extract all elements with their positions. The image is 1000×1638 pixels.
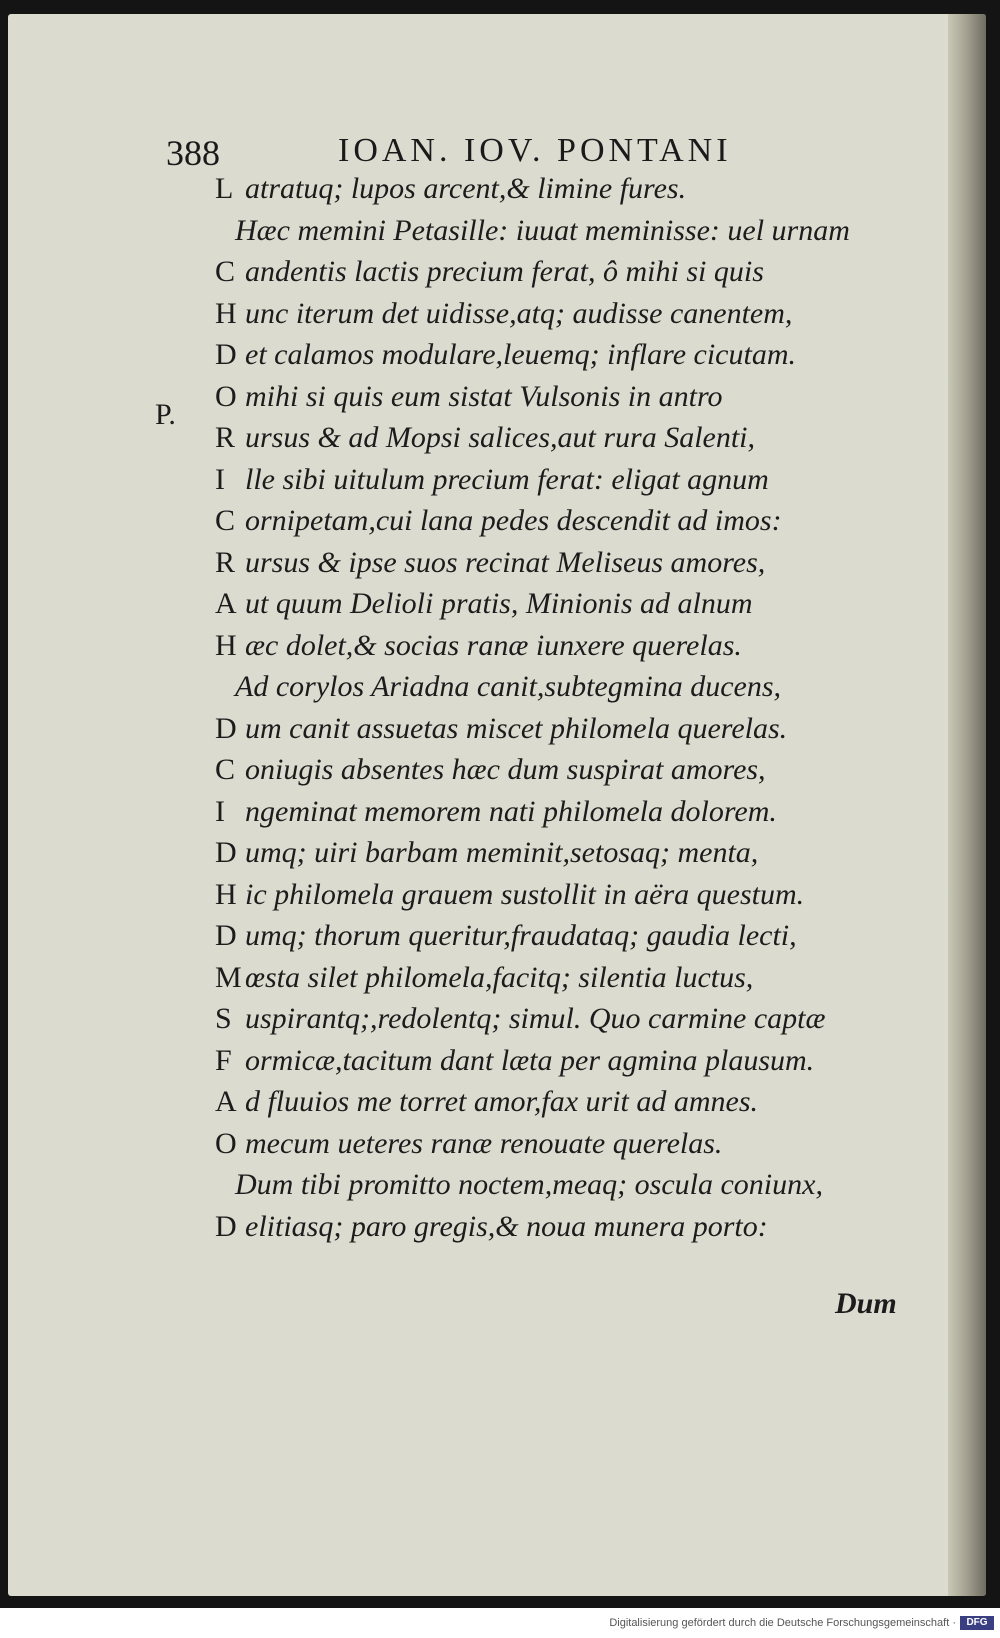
- verse-line: [215, 174, 686, 204]
- verse-text: d fluuios me torret amor,fax urit ad amnes.: [245, 1085, 759, 1118]
- running-head: IOAN. IOV. PONTANI: [338, 132, 732, 169]
- verse-line: [235, 1170, 823, 1200]
- verse-line: [235, 672, 781, 702]
- verse-text: ursus & ipse suos recinat Meliseus amores,: [245, 546, 766, 579]
- verse-text: ut quum Delioli pratis, Minionis ad alnum: [245, 587, 753, 620]
- verse-line: [215, 299, 792, 329]
- verse-text: Ad corylos Ariadna canit,subtegmina ducens,: [235, 670, 782, 703]
- verse-text: mihi si quis eum sistat Vulsonis in antro: [245, 380, 723, 413]
- verse-text: Dum tibi promitto noctem,meaq; oscula coniunx,: [235, 1168, 823, 1201]
- verse-initial: C: [215, 255, 236, 288]
- verse-text: atratuq; lupos arcent,& limine fures.: [245, 172, 687, 205]
- verse-line: [215, 880, 804, 910]
- dfg-logo: DFG: [960, 1616, 994, 1630]
- verse-initial: D: [215, 1210, 237, 1243]
- verse-text: ornipetam,cui lana pedes descendit ad imos:: [245, 504, 782, 537]
- verse-initial: I: [215, 463, 225, 496]
- verse-initial: F: [215, 1044, 232, 1077]
- verse-initial: R: [215, 421, 236, 454]
- verse-line: [215, 548, 765, 578]
- verse-initial: H: [215, 629, 237, 662]
- speaker-label: P.: [155, 398, 176, 431]
- verse-initial: C: [215, 753, 236, 786]
- verse-initial: R: [215, 546, 236, 579]
- verse-initial: D: [215, 836, 237, 869]
- verse-initial: H: [215, 297, 237, 330]
- folio-number: 388: [166, 133, 220, 173]
- verse-line: [215, 631, 742, 661]
- verse-line: [215, 1046, 814, 1076]
- verse-text: ngeminat memorem nati philomela dolorem.: [245, 795, 777, 828]
- verse-text: mecum ueteres ranæ renouate querelas.: [245, 1127, 723, 1160]
- verse-text: æc dolet,& socias ranæ iunxere querelas.: [245, 629, 742, 662]
- catchword: Dum: [835, 1287, 897, 1320]
- verse-initial: C: [215, 504, 236, 537]
- verse-initial: A: [215, 1085, 237, 1118]
- verse-text: oniugis absentes hæc dum suspirat amores,: [245, 753, 766, 786]
- verse-line: [215, 340, 796, 370]
- verse-initial: D: [215, 338, 237, 371]
- verse-text: umq; thorum queritur,fraudataq; gaudia lecti,: [245, 919, 797, 952]
- verse-initial: D: [215, 712, 237, 745]
- verse-text: ic philomela grauem sustollit in aëra questum.: [245, 878, 805, 911]
- verse-text: umq; uiri barbam meminit,setosaq; menta,: [245, 836, 759, 869]
- verse-line: [215, 714, 787, 744]
- verse-initial: O: [215, 380, 237, 413]
- verse-line: [215, 465, 769, 495]
- page-header: [166, 132, 786, 172]
- verse-initial: A: [215, 587, 237, 620]
- verse-text: et calamos modulare,leuemq; inflare cicutam.: [245, 338, 796, 371]
- verse-initial: H: [215, 878, 237, 911]
- verse-line: [215, 589, 753, 619]
- verse-line: [215, 797, 777, 827]
- verse-line: [215, 1212, 768, 1242]
- verse-initial: M: [215, 961, 242, 994]
- verse-line: [215, 506, 782, 536]
- page-edge-shadow: [948, 14, 986, 1596]
- verse-initial: I: [215, 795, 225, 828]
- verse-initial: S: [215, 1002, 232, 1035]
- verse-line: [215, 921, 797, 951]
- verse-text: œsta silet philomela,facitq; silentia luctus,: [245, 961, 754, 994]
- verse-text: ormicæ,tacitum dant læta per agmina plausum.: [245, 1044, 815, 1077]
- verse-text: Hæc memini Petasille: iuuat meminisse: uel urnam: [235, 214, 850, 247]
- verse-text: andentis lactis precium ferat, ô mihi si quis: [245, 255, 764, 288]
- verse-text: ursus & ad Mopsi salices,aut rura Salenti,: [245, 421, 756, 454]
- verse-line: [215, 423, 755, 453]
- verse-text: unc iterum det uidisse,atq; audisse canentem,: [245, 297, 793, 330]
- verse-line: [215, 1004, 826, 1034]
- funding-credit: Digitalisierung gefördert durch die Deutsche Forschungsgemeinschaft ·: [609, 1617, 956, 1629]
- verse-initial: D: [215, 919, 237, 952]
- digitization-footer: [0, 1608, 1000, 1638]
- verse-line: [215, 755, 766, 785]
- verse-line: [215, 1087, 758, 1117]
- verse-line: [215, 838, 758, 868]
- verse-text: lle sibi uitulum precium ferat: eligat agnum: [245, 463, 769, 496]
- verse-initial: O: [215, 1127, 237, 1160]
- verse-line: [235, 216, 850, 246]
- verse-line: [215, 963, 753, 993]
- verse-text: elitiasq; paro gregis,& noua munera porto:: [245, 1210, 768, 1243]
- verse-line: [215, 1129, 722, 1159]
- verse-initial: L: [215, 172, 234, 205]
- verse-text: um canit assuetas miscet philomela querelas.: [245, 712, 788, 745]
- verse-line: [215, 382, 723, 412]
- verse-text: uspirantq;,redolentq; simul. Quo carmine captæ: [245, 1002, 826, 1035]
- verse-line: [215, 257, 764, 287]
